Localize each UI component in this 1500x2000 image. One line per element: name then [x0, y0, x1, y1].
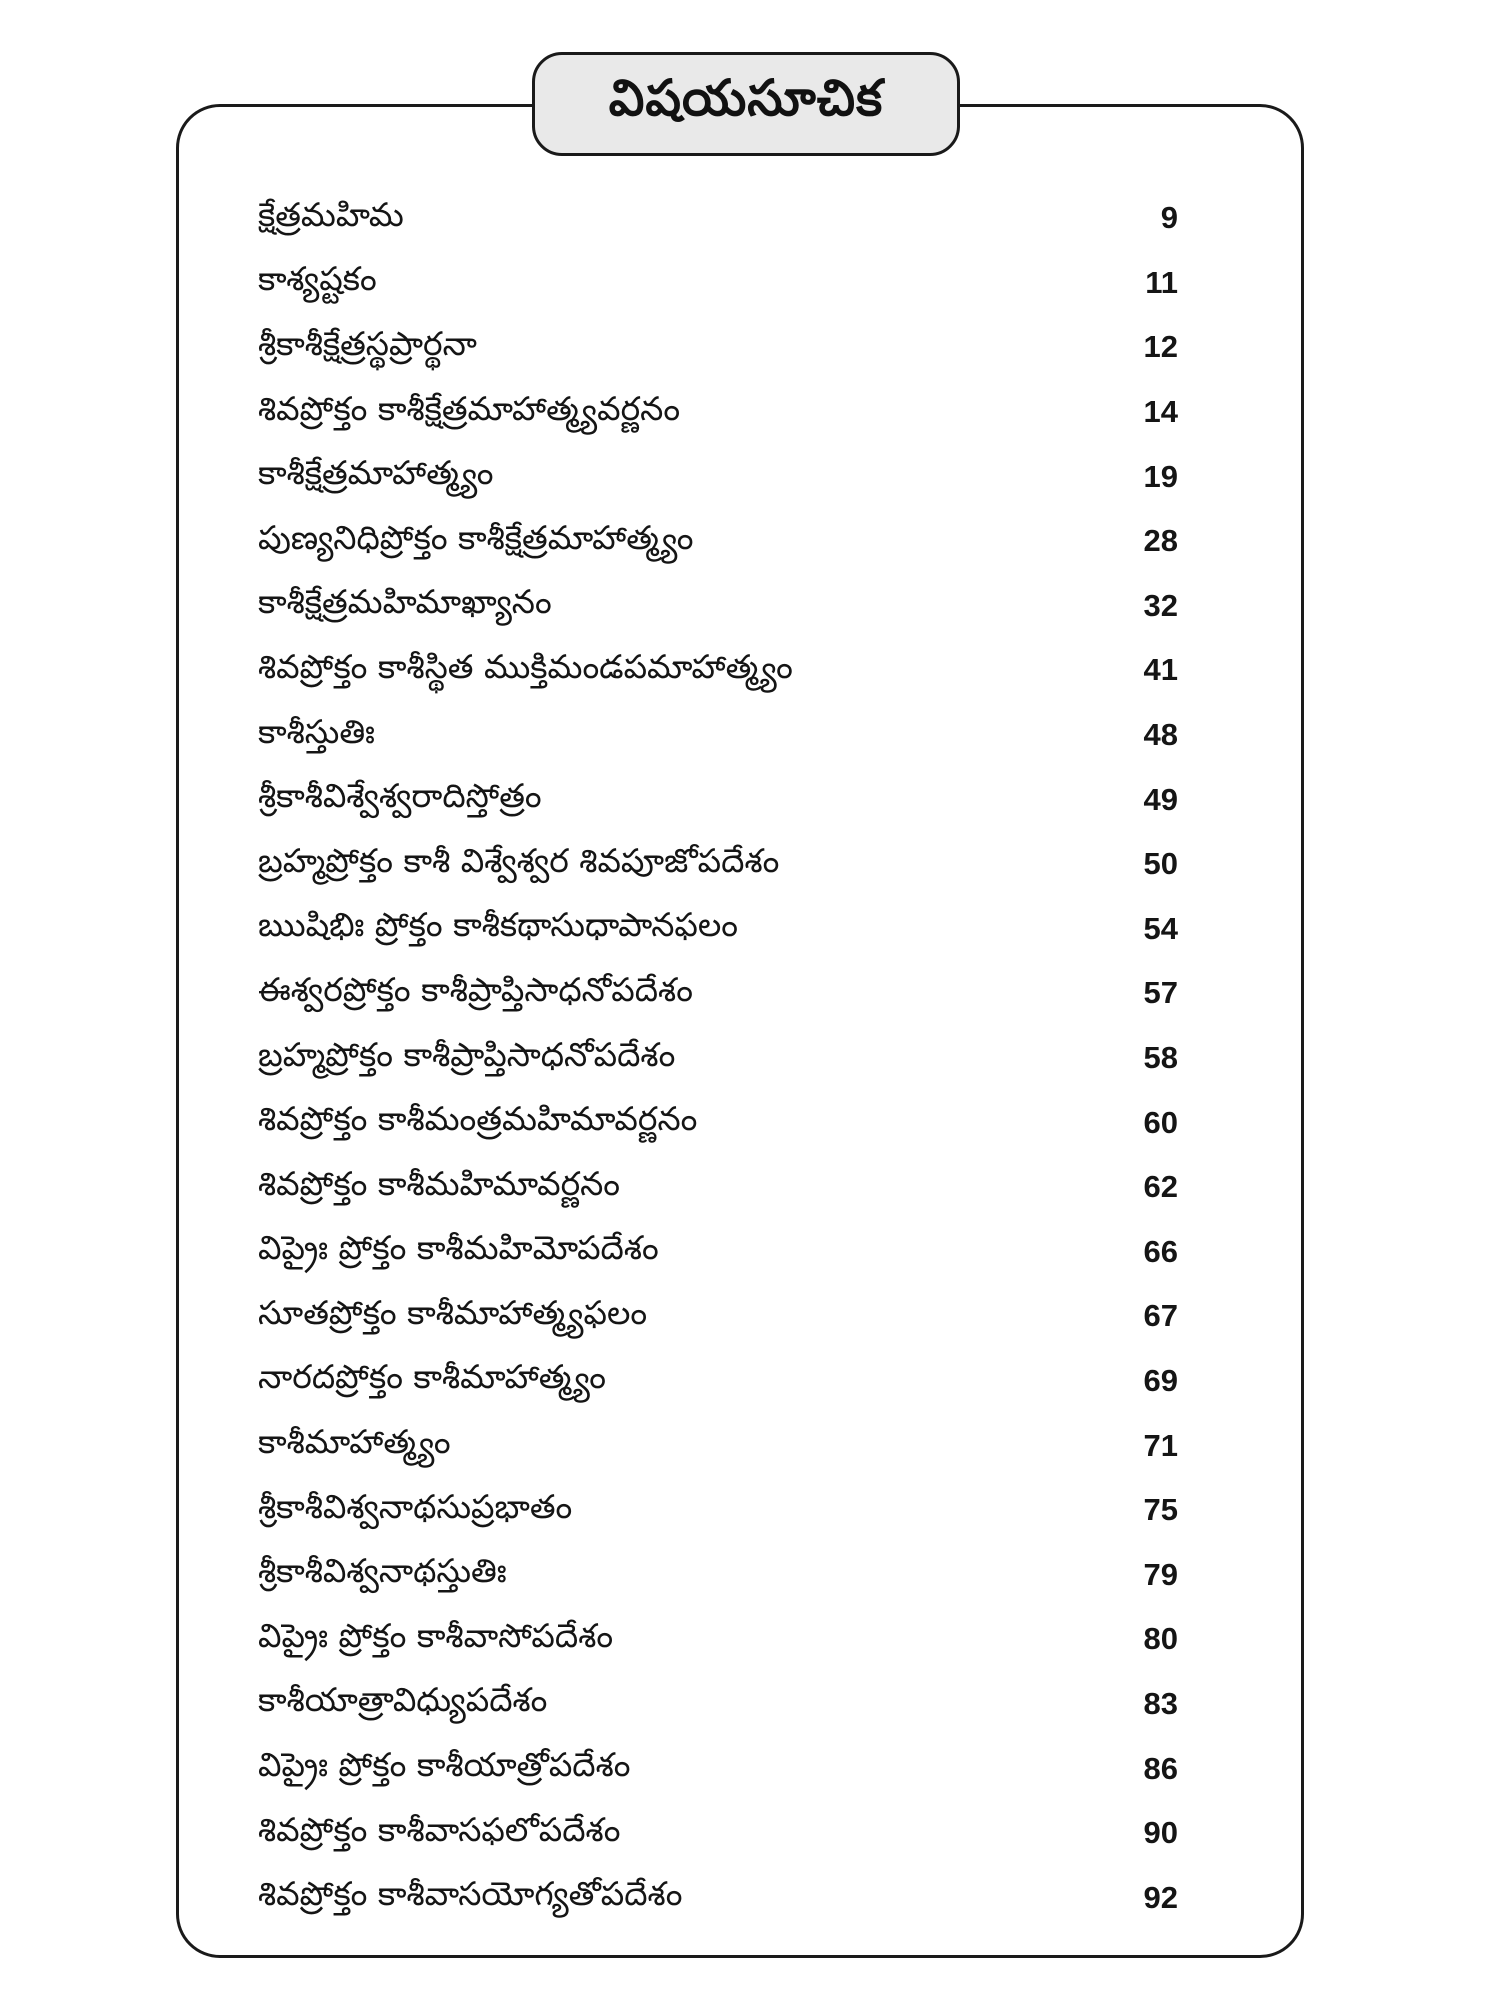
entry-title: ఋషిభిః ప్రోక్తం కాశీకథాసుధాపానఫలం [258, 905, 739, 945]
entry-title: క్షేత్రమహిమ [258, 194, 404, 234]
toc-entry [258, 1284, 1178, 1349]
entry-title: విప్రైః ప్రోక్తం కాశీవాసోపదేశం [258, 1615, 614, 1655]
toc-entry [258, 703, 1178, 768]
entry-title: శివప్రోక్తం కాశీస్థిత ముక్తిమండపమాహాత్మ్యం [258, 646, 793, 686]
entry-title: శ్రీకాశీక్షేత్రస్థప్రార్థనా [258, 323, 477, 363]
entry-page-number: 32 [1143, 587, 1178, 623]
entry-title: శివప్రోక్తం కాశీమహిమావర్ణనం [258, 1163, 621, 1203]
entry-page-number: 83 [1143, 1685, 1178, 1721]
heading-badge [532, 52, 960, 156]
entry-page-number: 80 [1143, 1621, 1178, 1657]
toc-entry [258, 1607, 1178, 1672]
entry-title: విప్రైః ప్రోక్తం కాశీయాత్రోపదేశం [258, 1745, 631, 1785]
toc-entry [258, 1220, 1178, 1285]
entry-title: బ్రహ్మప్రోక్తం కాశీప్రాప్తిసాధనోపదేశం [258, 1034, 676, 1074]
entry-title: శివప్రోక్తం కాశీమంత్రమహిమావర్ణనం [258, 1099, 698, 1139]
toc-entry [258, 574, 1178, 639]
toc-entry [258, 1672, 1178, 1737]
entry-page-number: 49 [1143, 781, 1178, 817]
entry-page-number: 60 [1143, 1104, 1178, 1140]
entry-page-number: 57 [1143, 975, 1178, 1011]
toc-entry [258, 767, 1178, 832]
entry-page-number: 11 [1145, 264, 1178, 300]
entry-page-number: 62 [1143, 1169, 1178, 1205]
entry-title: కాశీక్షేత్రమాహాత్మ్యం [258, 453, 494, 493]
entry-title: నారదప్రోక్తం కాశీమాహాత్మ్యం [258, 1357, 606, 1397]
entry-page-number: 79 [1143, 1556, 1178, 1592]
entry-title: శివప్రోక్తం కాశీవాసఫలోపదేశం [258, 1809, 621, 1849]
toc-entry [258, 509, 1178, 574]
entry-title: కాశీస్తుతిః [258, 711, 375, 751]
toc-entry [258, 380, 1178, 445]
entry-page-number: 28 [1143, 523, 1178, 559]
toc-entry [258, 1478, 1178, 1543]
entry-page-number: 67 [1143, 1298, 1178, 1334]
entry-page-number: 50 [1143, 846, 1178, 882]
entry-page-number: 9 [1160, 200, 1178, 236]
toc-entry [258, 832, 1178, 897]
entry-title: ఈశ్వరప్రోక్తం కాశీప్రాప్తిసాధనోపదేశం [258, 969, 693, 1009]
entry-title: బ్రహ్మప్రోక్తం కాశీ విశ్వేశ్వర శివపూజోపదేశం [258, 840, 780, 880]
toc-entry [258, 1349, 1178, 1414]
entry-page-number: 14 [1143, 394, 1178, 430]
entry-page-number: 12 [1143, 329, 1178, 365]
entry-title: పుణ్యనిధిప్రోక్తం కాశీక్షేత్రమాహాత్మ్యం [258, 517, 694, 557]
toc-entry [258, 1090, 1178, 1155]
entry-title: విప్రైః ప్రోక్తం కాశీమహిమోపదేశం [258, 1228, 659, 1268]
entry-page-number: 48 [1143, 717, 1178, 753]
toc-entry [258, 251, 1178, 316]
entry-title: కాశీమాహాత్మ్యం [258, 1422, 451, 1462]
toc-list [258, 186, 1178, 1930]
toc-entry [258, 1801, 1178, 1866]
entry-title: శివప్రోక్తం కాశీవాసయోగ్యతోపదేశం [258, 1874, 683, 1914]
toc-entry [258, 186, 1178, 251]
toc-entry [258, 1736, 1178, 1801]
entry-title: శ్రీకాశీవిశ్వనాథసుప్రభాతం [258, 1486, 573, 1526]
toc-entry [258, 638, 1178, 703]
toc-entry [258, 897, 1178, 962]
toc-entry [258, 1865, 1178, 1930]
toc-entry [258, 1026, 1178, 1091]
entry-page-number: 54 [1143, 910, 1178, 946]
toc-entry [258, 961, 1178, 1026]
entry-page-number: 41 [1143, 652, 1178, 688]
entry-title: శ్రీకాశీవిశ్వేశ్వరాదిస్తోత్రం [258, 776, 542, 816]
entry-page-number: 58 [1143, 1040, 1178, 1076]
entry-title: కాశీక్షేత్రమహిమాఖ్యానం [258, 582, 552, 622]
toc-entry [258, 1413, 1178, 1478]
entry-page-number: 19 [1143, 458, 1178, 494]
entry-page-number: 66 [1143, 1233, 1178, 1269]
page-title: విషయసూచిక [608, 68, 884, 127]
toc-entry [258, 444, 1178, 509]
entry-page-number: 75 [1143, 1492, 1178, 1528]
entry-page-number: 90 [1143, 1815, 1178, 1851]
entry-page-number: 71 [1143, 1427, 1178, 1463]
entry-page-number: 69 [1143, 1362, 1178, 1398]
entry-page-number: 92 [1143, 1879, 1178, 1915]
toc-entry [258, 1155, 1178, 1220]
entry-title: శివప్రోక్తం కాశీక్షేత్రమాహాత్మ్యవర్ణనం [258, 388, 681, 428]
toc-entry [258, 315, 1178, 380]
entry-page-number: 86 [1143, 1750, 1178, 1786]
entry-title: శ్రీకాశీవిశ్వనాథస్తుతిః [258, 1551, 507, 1591]
entry-title: కాశీయాత్రావిధ్యుపదేశం [258, 1680, 548, 1720]
entry-title: కాశ్యష్టకం [258, 259, 377, 299]
toc-entry [258, 1542, 1178, 1607]
entry-title: సూతప్రోక్తం కాశీమాహాత్మ్యఫలం [258, 1292, 648, 1332]
